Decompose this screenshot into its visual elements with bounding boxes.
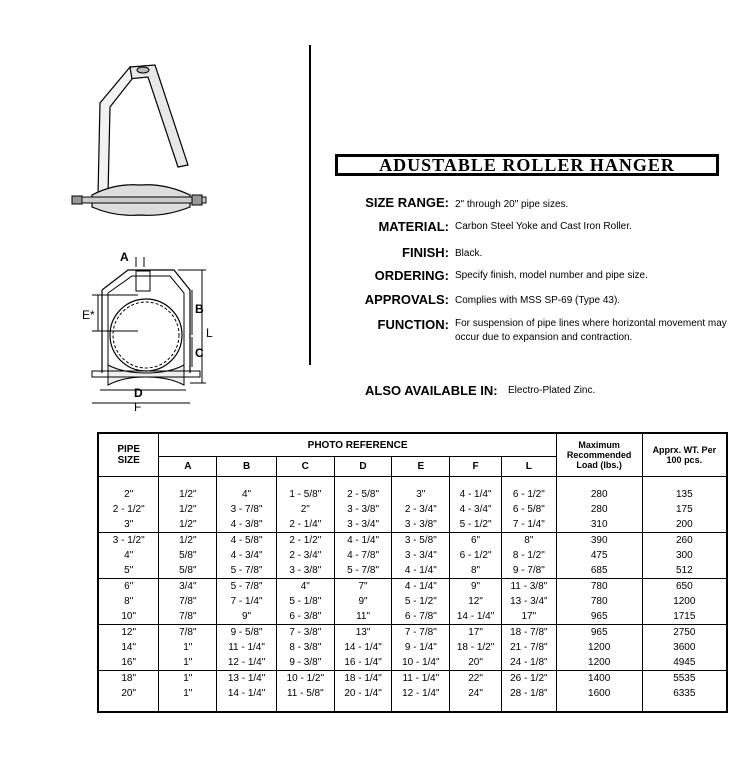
ordering-label: ORDERING: bbox=[374, 268, 449, 283]
table-cell: 2" bbox=[276, 502, 334, 517]
dimension-label-f: F bbox=[134, 400, 142, 414]
table-cell: 9" bbox=[217, 609, 277, 625]
spacer-cell bbox=[556, 477, 642, 488]
table-cell: 9 - 1/4" bbox=[392, 640, 450, 655]
table-cell: 10 - 1/4" bbox=[392, 655, 450, 671]
table-cell: 7 - 1/4" bbox=[217, 594, 277, 609]
spacer-cell bbox=[392, 477, 450, 488]
table-cell: 17" bbox=[450, 625, 502, 641]
table-cell: 4 - 1/4" bbox=[334, 533, 392, 549]
table-cell: 11 - 5/8" bbox=[276, 686, 334, 701]
function-label: FUNCTION: bbox=[377, 317, 449, 332]
material-value: Carbon Steel Yoke and Cast Iron Roller. bbox=[455, 221, 632, 232]
dimension-label-e: E* bbox=[82, 308, 95, 322]
dimension-label-l: L bbox=[206, 326, 213, 340]
hanger-product-illustration bbox=[70, 55, 220, 225]
table-row bbox=[98, 686, 727, 701]
table-cell: 20" bbox=[450, 655, 502, 671]
table-cell: 780 bbox=[556, 579, 642, 595]
table-cell: 300 bbox=[642, 548, 727, 563]
spacer-cell bbox=[501, 477, 556, 488]
spacer-cell bbox=[392, 701, 450, 712]
table-cell: 1400 bbox=[556, 671, 642, 687]
table-cell: 18 - 7/8" bbox=[501, 625, 556, 641]
column-header-a: A bbox=[159, 457, 217, 477]
finish-label: FINISH: bbox=[402, 245, 449, 260]
table-cell: 4 - 1/4" bbox=[450, 487, 502, 502]
table-cell: 260 bbox=[642, 533, 727, 549]
spacer-cell bbox=[98, 701, 159, 712]
dimension-label-d: D bbox=[134, 386, 143, 400]
table-cell: 21 - 7/8" bbox=[501, 640, 556, 655]
table-cell: 3" bbox=[98, 517, 159, 533]
table-cell: 10" bbox=[98, 609, 159, 625]
table-cell: 1200 bbox=[642, 594, 727, 609]
table-cell: 8 - 1/2" bbox=[501, 548, 556, 563]
weight-header: Apprx. WT. Per 100 pcs. bbox=[642, 433, 727, 477]
table-cell: 4 - 7/8" bbox=[334, 548, 392, 563]
table-cell: 1715 bbox=[642, 609, 727, 625]
table-cell: 2 - 1/2" bbox=[276, 533, 334, 549]
table-cell: 1200 bbox=[556, 640, 642, 655]
dimension-label-a: A bbox=[120, 250, 129, 264]
table-cell: 22" bbox=[450, 671, 502, 687]
dimension-label-b: B bbox=[195, 302, 204, 316]
table-row bbox=[98, 563, 727, 579]
table-cell: 1 - 5/8" bbox=[276, 487, 334, 502]
table-cell: 24" bbox=[450, 686, 502, 701]
table-cell: 8" bbox=[98, 594, 159, 609]
table-cell: 16" bbox=[98, 655, 159, 671]
table-row bbox=[98, 671, 727, 687]
spacer-cell bbox=[642, 477, 727, 488]
table-cell: 7/8" bbox=[159, 609, 217, 625]
table-cell: 5 - 7/8" bbox=[217, 563, 277, 579]
page-title: ADUSTABLE ROLLER HANGER bbox=[335, 154, 719, 176]
also-available-value: Electro-Plated Zinc. bbox=[508, 385, 596, 396]
table-cell: 1" bbox=[159, 671, 217, 687]
table-cell: 2750 bbox=[642, 625, 727, 641]
spacer-cell bbox=[159, 477, 217, 488]
table-cell: 14 - 1/4" bbox=[334, 640, 392, 655]
table-cell: 7" bbox=[334, 579, 392, 595]
table-cell: 2" bbox=[98, 487, 159, 502]
table-cell: 4 - 3/8" bbox=[217, 517, 277, 533]
table-cell: 4945 bbox=[642, 655, 727, 671]
table-cell: 3 - 5/8" bbox=[392, 533, 450, 549]
table-cell: 3 - 7/8" bbox=[217, 502, 277, 517]
table-cell: 11 - 1/4" bbox=[217, 640, 277, 655]
table-cell: 1/2" bbox=[159, 487, 217, 502]
table-cell: 11 - 3/8" bbox=[501, 579, 556, 595]
column-header-l: L bbox=[501, 457, 556, 477]
spacer-cell bbox=[334, 477, 392, 488]
table-cell: 7 - 7/8" bbox=[392, 625, 450, 641]
spacer-cell bbox=[556, 701, 642, 712]
table-cell: 2 - 5/8" bbox=[334, 487, 392, 502]
table-cell: 24 - 1/8" bbox=[501, 655, 556, 671]
table-cell: 3 - 3/8" bbox=[276, 563, 334, 579]
table-cell: 310 bbox=[556, 517, 642, 533]
table-row bbox=[98, 625, 727, 641]
spacer-cell bbox=[276, 701, 334, 712]
table-cell: 4 - 5/8" bbox=[217, 533, 277, 549]
table-cell: 4 - 3/4" bbox=[217, 548, 277, 563]
table-cell: 5535 bbox=[642, 671, 727, 687]
table-cell: 7/8" bbox=[159, 625, 217, 641]
table-cell: 6 - 5/8" bbox=[501, 502, 556, 517]
size-range-label: SIZE RANGE: bbox=[365, 195, 449, 210]
table-cell: 20 - 1/4" bbox=[334, 686, 392, 701]
table-cell: 1" bbox=[159, 686, 217, 701]
column-header-e: E bbox=[392, 457, 450, 477]
table-cell: 6 - 1/2" bbox=[501, 487, 556, 502]
table-cell: 9 - 3/8" bbox=[276, 655, 334, 671]
table-spacer-row bbox=[98, 477, 727, 488]
table-row bbox=[98, 640, 727, 655]
finish-value: Black. bbox=[455, 248, 483, 259]
table-cell: 9" bbox=[450, 579, 502, 595]
table-cell: 4" bbox=[276, 579, 334, 595]
table-row bbox=[98, 533, 727, 549]
table-cell: 6 - 3/8" bbox=[276, 609, 334, 625]
table-row bbox=[98, 517, 727, 533]
table-cell: 20" bbox=[98, 686, 159, 701]
table-cell: 5" bbox=[98, 563, 159, 579]
material-label: MATERIAL: bbox=[378, 219, 449, 234]
table-cell: 1200 bbox=[556, 655, 642, 671]
table-cell: 13 - 3/4" bbox=[501, 594, 556, 609]
table-cell: 650 bbox=[642, 579, 727, 595]
table-cell: 9" bbox=[334, 594, 392, 609]
table-cell: 26 - 1/2" bbox=[501, 671, 556, 687]
table-cell: 175 bbox=[642, 502, 727, 517]
column-header-d: D bbox=[334, 457, 392, 477]
table-cell: 390 bbox=[556, 533, 642, 549]
table-cell: 8" bbox=[501, 533, 556, 549]
table-cell: 12" bbox=[98, 625, 159, 641]
table-cell: 965 bbox=[556, 625, 642, 641]
table-cell: 8 - 3/8" bbox=[276, 640, 334, 655]
table-cell: 685 bbox=[556, 563, 642, 579]
table-cell: 1" bbox=[159, 655, 217, 671]
table-cell: 280 bbox=[556, 502, 642, 517]
table-cell: 4 - 1/4" bbox=[392, 579, 450, 595]
table-row bbox=[98, 502, 727, 517]
table-cell: 5 - 7/8" bbox=[217, 579, 277, 595]
table-cell: 6 - 7/8" bbox=[392, 609, 450, 625]
table-cell: 3 - 3/8" bbox=[334, 502, 392, 517]
table-cell: 4" bbox=[217, 487, 277, 502]
table-cell: 780 bbox=[556, 594, 642, 609]
table-cell: 5 - 1/8" bbox=[276, 594, 334, 609]
table-row bbox=[98, 487, 727, 502]
function-value: For suspension of pipe lines where horizontal movement may occur due to expansion and contraction. bbox=[455, 318, 727, 343]
table-cell: 7 - 3/8" bbox=[276, 625, 334, 641]
table-spacer-row bbox=[98, 701, 727, 712]
table-cell: 3600 bbox=[642, 640, 727, 655]
spacer-cell bbox=[334, 701, 392, 712]
table-cell: 2 - 3/4" bbox=[392, 502, 450, 517]
approvals-label: APPROVALS: bbox=[364, 292, 449, 307]
table-cell: 18 - 1/2" bbox=[450, 640, 502, 655]
size-range-value: 2" through 20" pipe sizes. bbox=[455, 199, 569, 210]
column-header-f: F bbox=[450, 457, 502, 477]
spacer-cell bbox=[98, 477, 159, 488]
table-row bbox=[98, 594, 727, 609]
table-cell: 11 - 1/4" bbox=[392, 671, 450, 687]
table-cell: 1/2" bbox=[159, 533, 217, 549]
table-cell: 1" bbox=[159, 640, 217, 655]
table-cell: 28 - 1/8" bbox=[501, 686, 556, 701]
table-cell: 4 - 3/4" bbox=[450, 502, 502, 517]
spacer-cell bbox=[450, 477, 502, 488]
table-row bbox=[98, 548, 727, 563]
photo-reference-header: PHOTO REFERENCE bbox=[159, 433, 556, 457]
table-cell: 3 - 1/2" bbox=[98, 533, 159, 549]
table-cell: 9 - 5/8" bbox=[217, 625, 277, 641]
table-cell: 965 bbox=[556, 609, 642, 625]
table-cell: 2 - 1/4" bbox=[276, 517, 334, 533]
table-cell: 11" bbox=[334, 609, 392, 625]
table-cell: 8" bbox=[450, 563, 502, 579]
spacer-cell bbox=[217, 477, 277, 488]
spacer-cell bbox=[450, 701, 502, 712]
table-cell: 13 - 1/4" bbox=[217, 671, 277, 687]
table-cell: 200 bbox=[642, 517, 727, 533]
table-cell: 3 - 3/4" bbox=[334, 517, 392, 533]
hanger-dimension-diagram bbox=[78, 245, 228, 415]
dimension-label-c: C bbox=[195, 346, 204, 360]
table-cell: 13" bbox=[334, 625, 392, 641]
pipe-size-header: PIPE SIZE bbox=[98, 433, 159, 477]
table-cell: 12 - 1/4" bbox=[392, 686, 450, 701]
table-cell: 6335 bbox=[642, 686, 727, 701]
column-header-c: C bbox=[276, 457, 334, 477]
spacer-cell bbox=[276, 477, 334, 488]
table-cell: 475 bbox=[556, 548, 642, 563]
table-row bbox=[98, 609, 727, 625]
load-header: Maximum Recommended Load (lbs.) bbox=[556, 433, 642, 477]
spacer-cell bbox=[159, 701, 217, 712]
table-cell: 1600 bbox=[556, 686, 642, 701]
ordering-value: Specify finish, model number and pipe size. bbox=[455, 270, 648, 281]
column-header-b: B bbox=[217, 457, 277, 477]
table-cell: 3 - 3/4" bbox=[392, 548, 450, 563]
table-cell: 7 - 1/4" bbox=[501, 517, 556, 533]
table-cell: 18 - 1/4" bbox=[334, 671, 392, 687]
table-cell: 16 - 1/4" bbox=[334, 655, 392, 671]
approvals-value: Complies with MSS SP-69 (Type 43). bbox=[455, 295, 621, 306]
table-cell: 6" bbox=[98, 579, 159, 595]
vertical-divider bbox=[309, 45, 311, 365]
table-cell: 280 bbox=[556, 487, 642, 502]
table-row bbox=[98, 655, 727, 671]
table-cell: 3/4" bbox=[159, 579, 217, 595]
table-cell: 14 - 1/4" bbox=[450, 609, 502, 625]
table-cell: 9 - 7/8" bbox=[501, 563, 556, 579]
spacer-cell bbox=[642, 701, 727, 712]
spacer-cell bbox=[217, 701, 277, 712]
table-cell: 4 - 1/4" bbox=[392, 563, 450, 579]
table-cell: 3 - 3/8" bbox=[392, 517, 450, 533]
table-cell: 5 - 7/8" bbox=[334, 563, 392, 579]
table-cell: 5/8" bbox=[159, 563, 217, 579]
table-row bbox=[98, 579, 727, 595]
table-cell: 14 - 1/4" bbox=[217, 686, 277, 701]
table-cell: 1/2" bbox=[159, 517, 217, 533]
table-cell: 6" bbox=[450, 533, 502, 549]
table-cell: 7/8" bbox=[159, 594, 217, 609]
also-available-label: ALSO AVAILABLE IN: bbox=[365, 383, 498, 398]
table-cell: 5 - 1/2" bbox=[450, 517, 502, 533]
table-cell: 4" bbox=[98, 548, 159, 563]
table-cell: 6 - 1/2" bbox=[450, 548, 502, 563]
table-cell: 12 - 1/4" bbox=[217, 655, 277, 671]
table-cell: 1/2" bbox=[159, 502, 217, 517]
table-cell: 5/8" bbox=[159, 548, 217, 563]
table-cell: 18" bbox=[98, 671, 159, 687]
table-cell: 135 bbox=[642, 487, 727, 502]
spacer-cell bbox=[501, 701, 556, 712]
table-cell: 2 - 1/2" bbox=[98, 502, 159, 517]
dimensions-table bbox=[97, 432, 728, 713]
table-cell: 14" bbox=[98, 640, 159, 655]
table-cell: 17" bbox=[501, 609, 556, 625]
table-cell: 2 - 3/4" bbox=[276, 548, 334, 563]
table-cell: 512 bbox=[642, 563, 727, 579]
table-cell: 5 - 1/2" bbox=[392, 594, 450, 609]
table-cell: 3" bbox=[392, 487, 450, 502]
table-cell: 12" bbox=[450, 594, 502, 609]
table-cell: 10 - 1/2" bbox=[276, 671, 334, 687]
table-body bbox=[98, 477, 727, 713]
